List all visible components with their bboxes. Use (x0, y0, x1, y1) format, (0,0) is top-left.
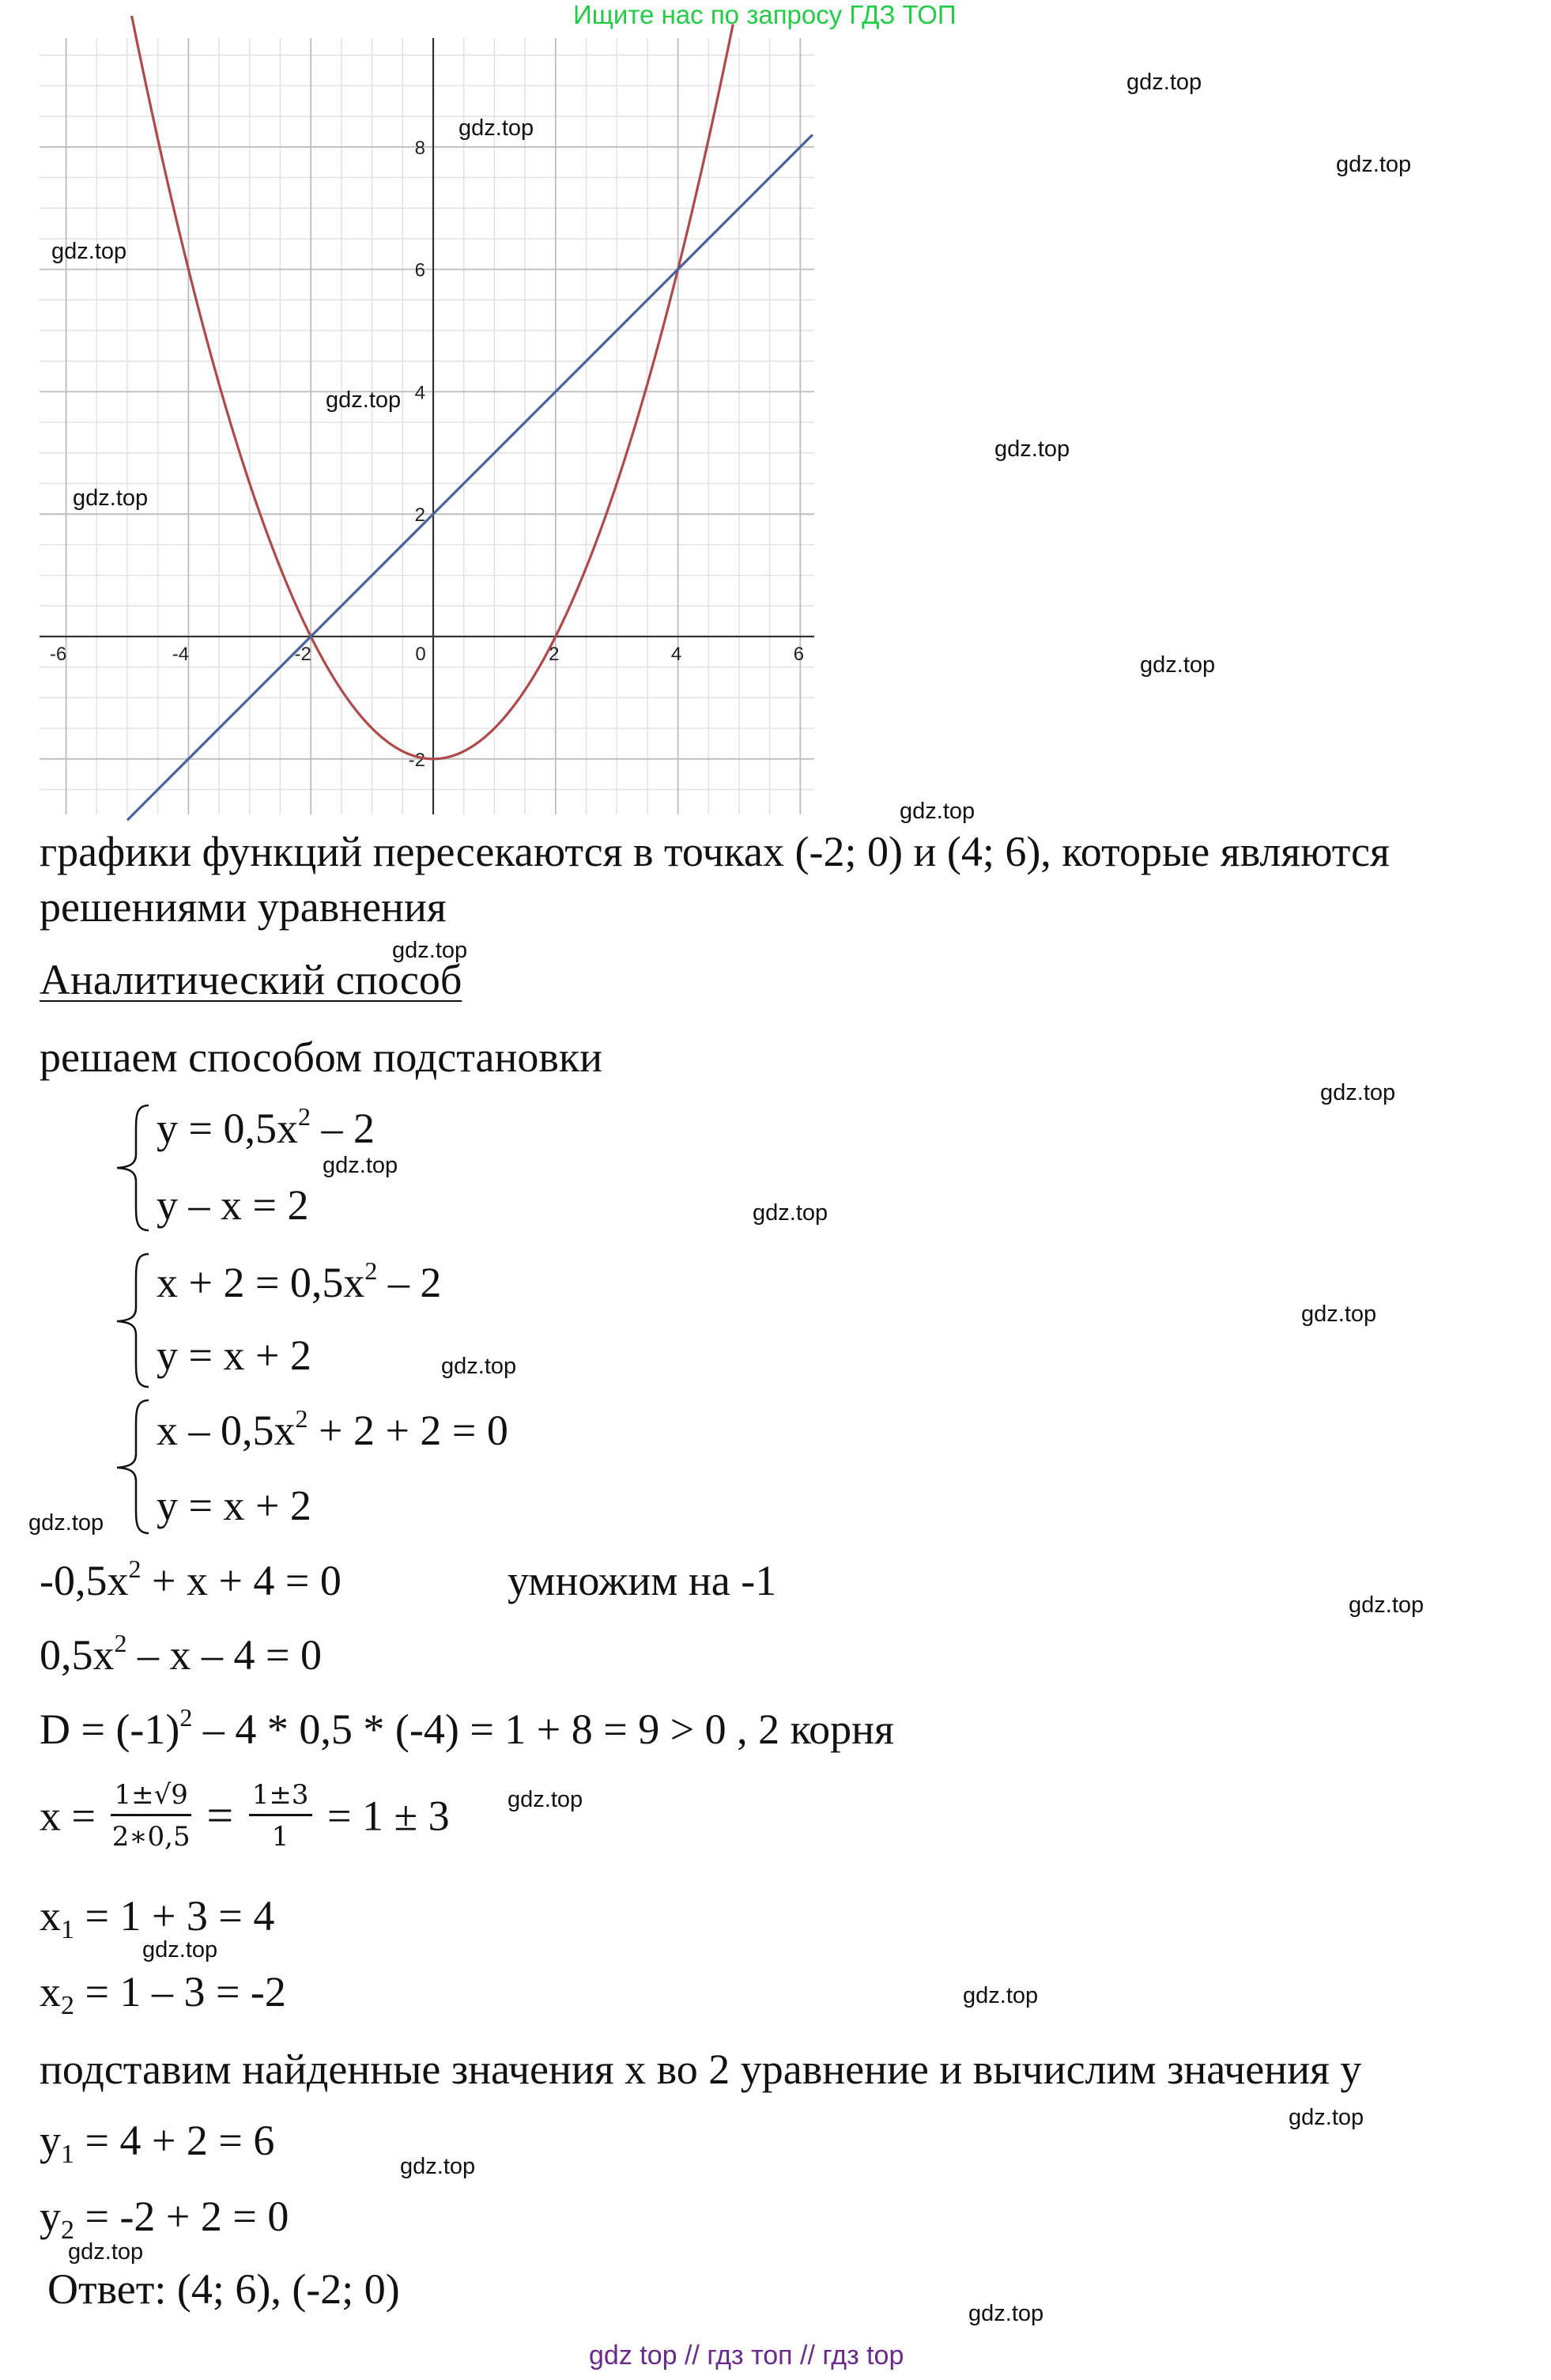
system1-eq2: y – x = 2 (157, 1181, 309, 1229)
y-tick-label: 4 (414, 382, 425, 404)
equation-2: $0,5x^2 - x - 4 = 0$ (40, 1629, 322, 1679)
minor-grid (40, 38, 814, 814)
footer-links[interactable]: gdz top // гдз топ // гдз top (589, 2340, 904, 2371)
y-tick-label: 6 (414, 259, 425, 281)
method-line: решаем способом подстановки (40, 1033, 602, 1081)
fraction-2: $\frac{1\pm 3}{1}$ (249, 1779, 312, 1853)
watermark: gdz.top (142, 1937, 218, 1963)
watermark: gdz.top (900, 799, 976, 824)
value-y1: $y_1 = 4 + 2 = 6$ (40, 2117, 275, 2169)
result-line-1: графики функций пересекаются в точках (-2; 0) и (4; 6), которые являются (40, 828, 1390, 875)
parabola-curve (127, 16, 733, 759)
x-tick-label: 4 (670, 644, 682, 665)
section-title: Аналитический способ (40, 956, 462, 1003)
x-tick-label: -4 (172, 644, 190, 665)
y-tick-label: -2 (408, 749, 425, 771)
system3-eq2: y = x + 2 (157, 1482, 311, 1529)
watermark: gdz.top (1349, 1592, 1425, 1618)
watermark: gdz.top (508, 1787, 583, 1812)
substitute-line: подставим найденные значения х во 2 уравнение и вычислим значения у (40, 2046, 1362, 2093)
watermark: gdz.top (968, 2301, 1044, 2326)
root-formula: x = $\frac{1\pm√9}{2∗0,5}$ = $\frac{1\pm 3}{1}$ = 1 ± 3 (40, 1779, 450, 1853)
system2-eq2: y = x + 2 (157, 1332, 311, 1379)
discriminant: $D = (-1)^2 - 4 * 0,5 * (-4) = 1 + 8 = 9 > 0$ , 2 корня (40, 1703, 894, 1753)
value-y2: $y_2 = -2 + 2 = 0$ (40, 2193, 289, 2245)
header-banner: Ищите нас по запросу ГДЗ ТОП (573, 0, 957, 29)
watermark: gdz.top (753, 1200, 828, 1226)
equation-1: $-0,5x^2 + x + 4 = 0$ (40, 1555, 342, 1604)
system1-eq1: $y = 0,5x^2 - 2$ (157, 1102, 375, 1152)
tick-labels (50, 138, 804, 771)
system-brace (109, 1249, 157, 1392)
system-brace (109, 1396, 157, 1538)
watermark: gdz.top (326, 387, 402, 413)
root-x1: $x_1 = 1 + 3 = 4$ (40, 1892, 275, 1944)
x-tick-label: 2 (549, 644, 560, 665)
line-curve (127, 134, 813, 820)
watermark: gdz.top (963, 1983, 1039, 2008)
watermark: gdz.top (1320, 1080, 1396, 1105)
watermark: gdz.top (1301, 1301, 1377, 1327)
function-graph (0, 16, 822, 822)
fraction-1: $\frac{1\pm√9}{2∗0,5}$ (111, 1779, 191, 1853)
watermark: gdz.top (28, 1510, 104, 1536)
system3-eq1: $x - 0,5x^2 + 2 + 2 = 0$ (157, 1404, 508, 1454)
watermark: gdz.top (323, 1153, 398, 1178)
watermark: gdz.top (1289, 2105, 1364, 2130)
x-tick-label: 0 (415, 644, 426, 665)
y-tick-label: 2 (414, 504, 425, 527)
x-tick-label: -2 (294, 644, 311, 665)
watermark: gdz.top (1336, 152, 1412, 177)
watermark: gdz.top (73, 485, 149, 511)
watermark: gdz.top (392, 938, 468, 963)
x-tick-label: 6 (793, 644, 805, 665)
watermark: gdz.top (400, 2154, 476, 2179)
y-tick-label: 8 (414, 137, 425, 159)
watermark: gdz.top (994, 436, 1070, 462)
watermark: gdz.top (51, 239, 127, 264)
watermark: gdz.top (1126, 70, 1202, 95)
watermark: gdz.top (68, 2239, 144, 2265)
root-x2: $x_2 = 1 - 3 = -2$ (40, 1968, 286, 2020)
multiply-note: умножим на -1 (508, 1557, 777, 1604)
answer: Ответ: (4; 6), (-2; 0) (47, 2265, 400, 2313)
system-brace (109, 1101, 157, 1235)
x-tick-label: -6 (49, 644, 67, 665)
system2-eq1: $x + 2 = 0,5x^2 - 2$ (157, 1256, 442, 1306)
watermark: gdz.top (441, 1354, 517, 1379)
result-line-2: решениями уравнения (40, 883, 447, 931)
watermark: gdz.top (1140, 652, 1216, 678)
watermark: gdz.top (459, 115, 534, 141)
